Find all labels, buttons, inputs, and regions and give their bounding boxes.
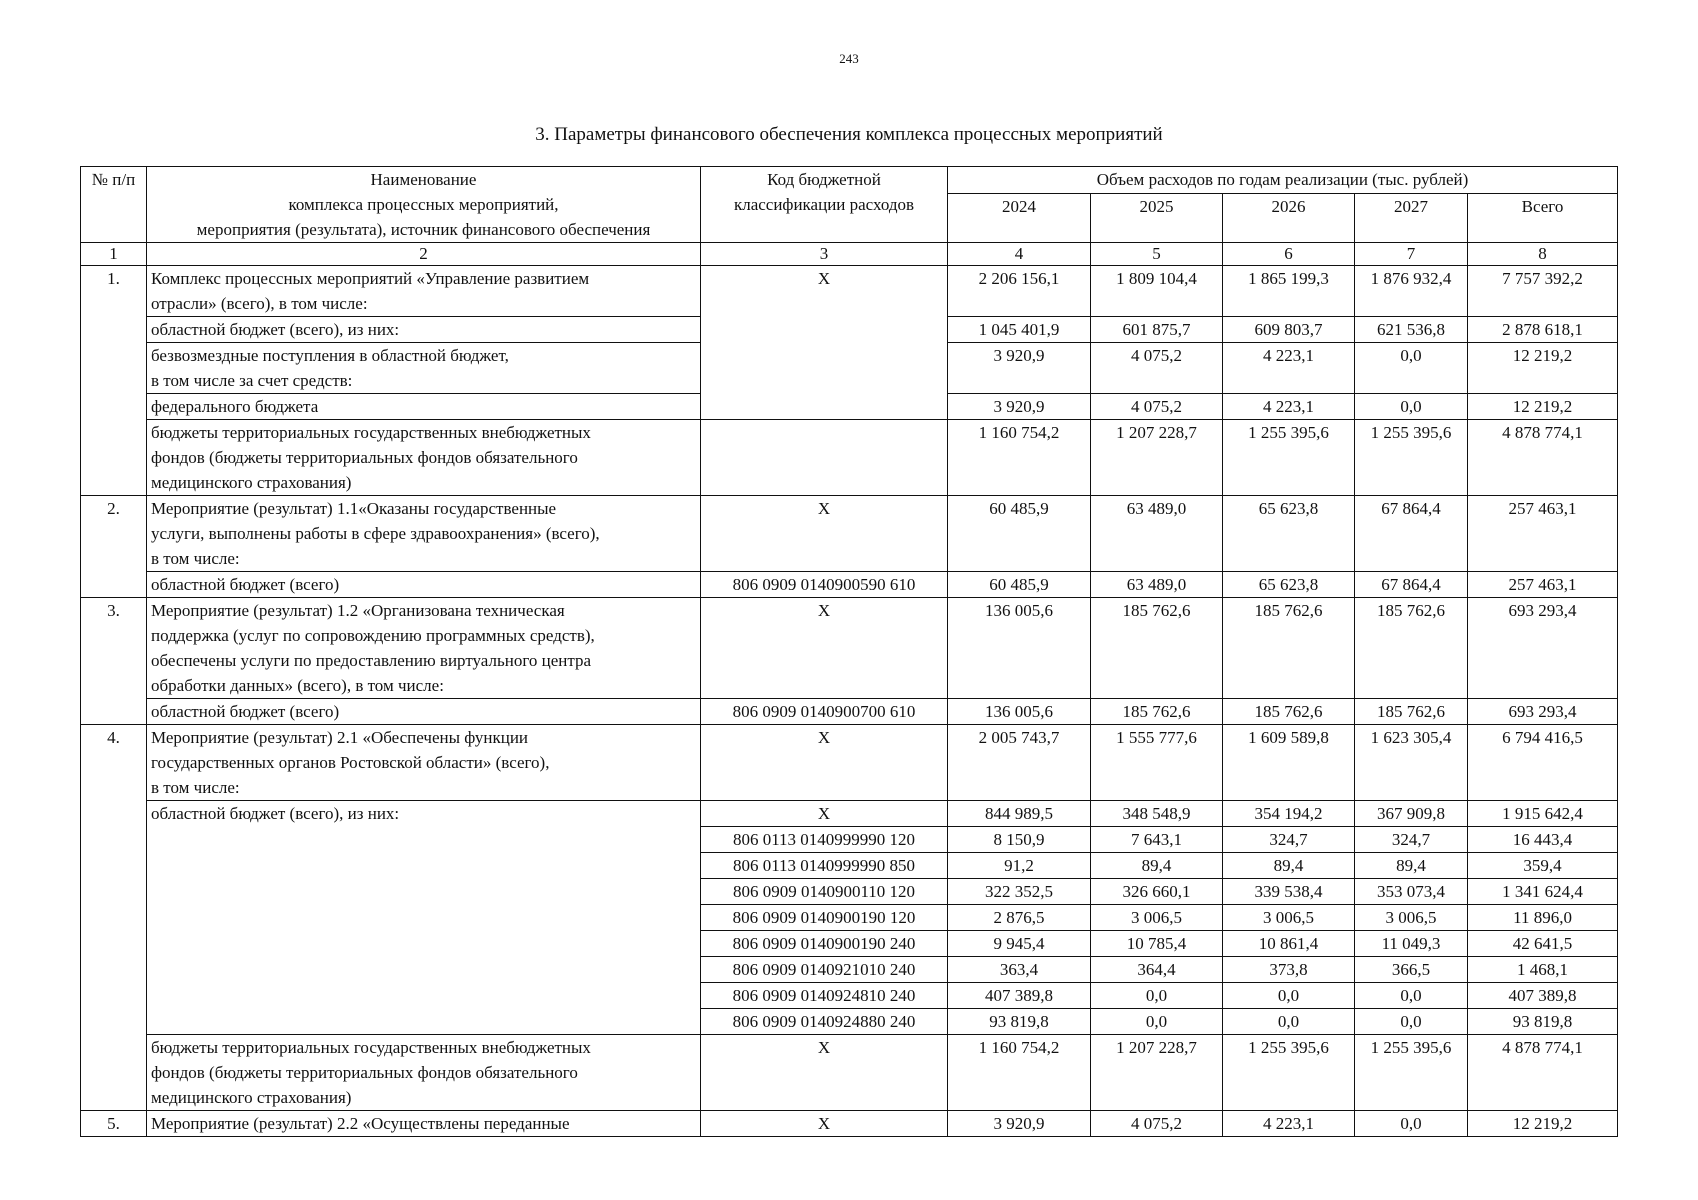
value-2026: 4 223,1 (1223, 1111, 1355, 1137)
value-total: 4 878 774,1 (1468, 420, 1618, 496)
row-name-line: Комплекс процессных мероприятий «Управление развитием (151, 269, 590, 288)
value-2027: 0,0 (1355, 1009, 1468, 1035)
value-2025: 4 075,2 (1091, 1111, 1223, 1137)
value-2024: 1 045 401,9 (948, 317, 1091, 343)
column-number: 1 (81, 243, 147, 266)
value-2027: 0,0 (1355, 394, 1468, 420)
table-row (81, 266, 1618, 317)
row-name-line: отрасли» (всего), в том числе: (151, 294, 368, 313)
value-2024: 363,4 (948, 957, 1091, 983)
table-row (81, 1035, 1618, 1111)
value-total: 1 915 642,4 (1468, 801, 1618, 827)
header-year-2027: 2027 (1355, 194, 1468, 243)
value-total: 7 757 392,2 (1468, 266, 1618, 317)
value-2024: 844 989,5 (948, 801, 1091, 827)
row-name (147, 266, 701, 317)
table-row (81, 725, 1618, 801)
header-name: Наименование комплекса процессных мероприятий, мероприятия (результата), источник финансового обеспечения (147, 167, 701, 243)
value-total: 693 293,4 (1468, 699, 1618, 725)
value-2024: 9 945,4 (948, 931, 1091, 957)
budget-code: 806 0909 0140900190 120 (701, 905, 948, 931)
budget-code: X (701, 496, 948, 572)
value-2024: 3 920,9 (948, 343, 1091, 394)
row-name-line: фондов (бюджеты территориальных фондов обязательного (151, 1063, 578, 1082)
budget-code: X (701, 1035, 948, 1111)
row-name-line: в том числе: (151, 778, 240, 797)
budget-code: X (701, 801, 948, 827)
value-2026: 4 223,1 (1223, 343, 1355, 394)
value-2026: 89,4 (1223, 853, 1355, 879)
value-total: 11 896,0 (1468, 905, 1618, 931)
value-2026: 1 255 395,6 (1223, 420, 1355, 496)
value-total: 1 341 624,4 (1468, 879, 1618, 905)
value-total: 6 794 416,5 (1468, 725, 1618, 801)
row-name-line: Мероприятие (результат) 2.1 «Обеспечены функции (151, 728, 529, 747)
row-name-line: бюджеты территориальных государственных внебюджетных (151, 1038, 591, 1057)
row-name-line: в том числе: (151, 549, 240, 568)
value-2025: 7 643,1 (1091, 827, 1223, 853)
value-2025: 3 006,5 (1091, 905, 1223, 931)
value-total: 12 219,2 (1468, 394, 1618, 420)
header-year-2024: 2024 (948, 194, 1091, 243)
row-name (147, 699, 701, 725)
value-2027: 67 864,4 (1355, 496, 1468, 572)
header-volume: Объем расходов по годам реализации (тыс. рублей) (948, 167, 1618, 194)
row-name-line: федерального бюджета (151, 397, 319, 416)
value-2024: 60 485,9 (948, 496, 1091, 572)
row-name (147, 725, 701, 801)
row-name (147, 394, 701, 420)
value-2027: 621 536,8 (1355, 317, 1468, 343)
table-row (81, 699, 1618, 725)
table-row (81, 420, 1618, 496)
row-name-line: государственных органов Ростовской области» (всего), (151, 753, 550, 772)
value-2025: 185 762,6 (1091, 598, 1223, 699)
value-2026: 65 623,8 (1223, 572, 1355, 598)
value-2026: 0,0 (1223, 983, 1355, 1009)
value-2025: 1 555 777,6 (1091, 725, 1223, 801)
value-2025: 1 207 228,7 (1091, 420, 1223, 496)
budget-code: 806 0909 0140900110 120 (701, 879, 948, 905)
row-number: 3. (81, 598, 147, 725)
row-name (147, 420, 701, 496)
row-name (147, 572, 701, 598)
row-name (147, 317, 701, 343)
budget-code: 806 0909 0140900700 610 (701, 699, 948, 725)
budget-code (701, 420, 948, 496)
value-2024: 2 876,5 (948, 905, 1091, 931)
value-2027: 67 864,4 (1355, 572, 1468, 598)
value-2026: 1 609 589,8 (1223, 725, 1355, 801)
column-number: 4 (948, 243, 1091, 266)
value-2026: 324,7 (1223, 827, 1355, 853)
value-total: 12 219,2 (1468, 1111, 1618, 1137)
value-2027: 366,5 (1355, 957, 1468, 983)
row-name (147, 598, 701, 699)
row-name (147, 801, 701, 1035)
value-total: 93 819,8 (1468, 1009, 1618, 1035)
value-2027: 353 073,4 (1355, 879, 1468, 905)
section-title: 3. Параметры финансового обеспечения комплекса процессных мероприятий (535, 124, 1163, 145)
value-2026: 0,0 (1223, 1009, 1355, 1035)
row-name-line: обработки данных» (всего), в том числе: (151, 676, 444, 695)
value-total: 257 463,1 (1468, 572, 1618, 598)
value-2027: 89,4 (1355, 853, 1468, 879)
row-number: 1. (81, 266, 147, 496)
row-name-line: безвозмездные поступления в областной бюджет, (151, 346, 509, 365)
value-2027: 1 623 305,4 (1355, 725, 1468, 801)
row-name-line: услуги, выполнены работы в сфере здравоохранения» (всего), (151, 524, 600, 543)
value-2024: 136 005,6 (948, 699, 1091, 725)
table-row (81, 572, 1618, 598)
value-2024: 322 352,5 (948, 879, 1091, 905)
value-2025: 185 762,6 (1091, 699, 1223, 725)
budget-code: 806 0909 0140924880 240 (701, 1009, 948, 1035)
row-name (147, 1035, 701, 1111)
budget-code: X (701, 598, 948, 699)
value-2026: 185 762,6 (1223, 699, 1355, 725)
row-name-line: медицинского страхования) (151, 473, 352, 492)
value-2025: 4 075,2 (1091, 394, 1223, 420)
value-2027: 0,0 (1355, 983, 1468, 1009)
value-2025: 348 548,9 (1091, 801, 1223, 827)
value-2026: 10 861,4 (1223, 931, 1355, 957)
value-2024: 60 485,9 (948, 572, 1091, 598)
value-2024: 8 150,9 (948, 827, 1091, 853)
value-2025: 1 207 228,7 (1091, 1035, 1223, 1111)
row-name-line: обеспечены услуги по предоставлению виртуального центра (151, 651, 592, 670)
value-2027: 3 006,5 (1355, 905, 1468, 931)
value-2026: 3 006,5 (1223, 905, 1355, 931)
table-row (81, 496, 1618, 572)
header-year-2026: 2026 (1223, 194, 1355, 243)
header-num: № п/п (81, 167, 147, 243)
value-2027: 324,7 (1355, 827, 1468, 853)
value-2024: 1 160 754,2 (948, 420, 1091, 496)
column-numbers-row (81, 243, 1618, 266)
value-2025: 0,0 (1091, 983, 1223, 1009)
value-2027: 1 876 932,4 (1355, 266, 1468, 317)
value-total: 359,4 (1468, 853, 1618, 879)
value-total: 693 293,4 (1468, 598, 1618, 699)
value-2025: 0,0 (1091, 1009, 1223, 1035)
header-code: Код бюджетной классификации расходов (701, 167, 948, 243)
page-number: 243 (839, 51, 859, 66)
value-2025: 10 785,4 (1091, 931, 1223, 957)
value-2026: 373,8 (1223, 957, 1355, 983)
row-name-line: Мероприятие (результат) 1.2 «Организована техническая (151, 601, 565, 620)
value-2025: 63 489,0 (1091, 572, 1223, 598)
financing-table (80, 166, 1618, 1137)
budget-code: 806 0909 0140921010 240 (701, 957, 948, 983)
row-name-line: областной бюджет (всего), из них: (151, 804, 400, 823)
value-2024: 407 389,8 (948, 983, 1091, 1009)
budget-code: X (701, 725, 948, 801)
column-number: 7 (1355, 243, 1468, 266)
value-2027: 0,0 (1355, 343, 1468, 394)
budget-code: 806 0909 0140924810 240 (701, 983, 948, 1009)
column-number: 2 (147, 243, 701, 266)
value-2026: 609 803,7 (1223, 317, 1355, 343)
row-name-line: бюджеты территориальных государственных внебюджетных (151, 423, 591, 442)
value-2026: 65 623,8 (1223, 496, 1355, 572)
value-2026: 1 865 199,3 (1223, 266, 1355, 317)
value-2024: 2 206 156,1 (948, 266, 1091, 317)
row-name-line: поддержка (услуг по сопровождению программных средств), (151, 626, 595, 645)
row-name-line: фондов (бюджеты территориальных фондов обязательного (151, 448, 578, 467)
row-name-line: Мероприятие (результат) 1.1«Оказаны государственные (151, 499, 557, 518)
value-2025: 4 075,2 (1091, 343, 1223, 394)
row-name-line: областной бюджет (всего) (151, 575, 340, 594)
row-name-line: областной бюджет (всего), из них: (151, 320, 400, 339)
table-row (81, 598, 1618, 699)
value-2027: 0,0 (1355, 1111, 1468, 1137)
value-2026: 1 255 395,6 (1223, 1035, 1355, 1111)
value-2027: 11 049,3 (1355, 931, 1468, 957)
row-name (147, 1111, 701, 1137)
value-2027: 1 255 395,6 (1355, 1035, 1468, 1111)
value-2025: 601 875,7 (1091, 317, 1223, 343)
table-row (81, 801, 1618, 827)
budget-code: X (701, 1111, 948, 1137)
value-total: 257 463,1 (1468, 496, 1618, 572)
row-number: 5. (81, 1111, 147, 1137)
value-total: 407 389,8 (1468, 983, 1618, 1009)
value-total: 16 443,4 (1468, 827, 1618, 853)
value-2027: 185 762,6 (1355, 598, 1468, 699)
budget-code: 806 0909 0140900190 240 (701, 931, 948, 957)
row-name (147, 496, 701, 572)
budget-code: 806 0113 0140999990 120 (701, 827, 948, 853)
budget-code: 806 0909 0140900590 610 (701, 572, 948, 598)
value-2025: 1 809 104,4 (1091, 266, 1223, 317)
header-row (81, 167, 1618, 194)
value-2024: 136 005,6 (948, 598, 1091, 699)
value-2025: 89,4 (1091, 853, 1223, 879)
column-number: 3 (701, 243, 948, 266)
column-number: 8 (1468, 243, 1618, 266)
table-row (81, 1111, 1618, 1137)
value-2025: 63 489,0 (1091, 496, 1223, 572)
column-number: 6 (1223, 243, 1355, 266)
value-total: 42 641,5 (1468, 931, 1618, 957)
value-2024: 3 920,9 (948, 1111, 1091, 1137)
row-number: 4. (81, 725, 147, 1111)
value-total: 2 878 618,1 (1468, 317, 1618, 343)
header-total: Всего (1468, 194, 1618, 243)
value-2027: 367 909,8 (1355, 801, 1468, 827)
budget-code: 806 0113 0140999990 850 (701, 853, 948, 879)
value-2024: 1 160 754,2 (948, 1035, 1091, 1111)
value-2027: 1 255 395,6 (1355, 420, 1468, 496)
value-total: 1 468,1 (1468, 957, 1618, 983)
row-name-line: в том числе за счет средств: (151, 371, 353, 390)
value-2024: 3 920,9 (948, 394, 1091, 420)
value-2024: 93 819,8 (948, 1009, 1091, 1035)
value-total: 12 219,2 (1468, 343, 1618, 394)
row-name (147, 343, 701, 394)
row-name-line: Мероприятие (результат) 2.2 «Осуществлены переданные (151, 1114, 570, 1133)
budget-code: X (701, 266, 948, 420)
column-number: 5 (1091, 243, 1223, 266)
value-2024: 2 005 743,7 (948, 725, 1091, 801)
row-name-line: областной бюджет (всего) (151, 702, 340, 721)
value-2026: 185 762,6 (1223, 598, 1355, 699)
value-2025: 326 660,1 (1091, 879, 1223, 905)
value-2024: 91,2 (948, 853, 1091, 879)
value-total: 4 878 774,1 (1468, 1035, 1618, 1111)
value-2026: 339 538,4 (1223, 879, 1355, 905)
value-2026: 4 223,1 (1223, 394, 1355, 420)
value-2026: 354 194,2 (1223, 801, 1355, 827)
row-name-line: медицинского страхования) (151, 1088, 352, 1107)
value-2027: 185 762,6 (1355, 699, 1468, 725)
header-year-2025: 2025 (1091, 194, 1223, 243)
value-2025: 364,4 (1091, 957, 1223, 983)
row-number: 2. (81, 496, 147, 598)
